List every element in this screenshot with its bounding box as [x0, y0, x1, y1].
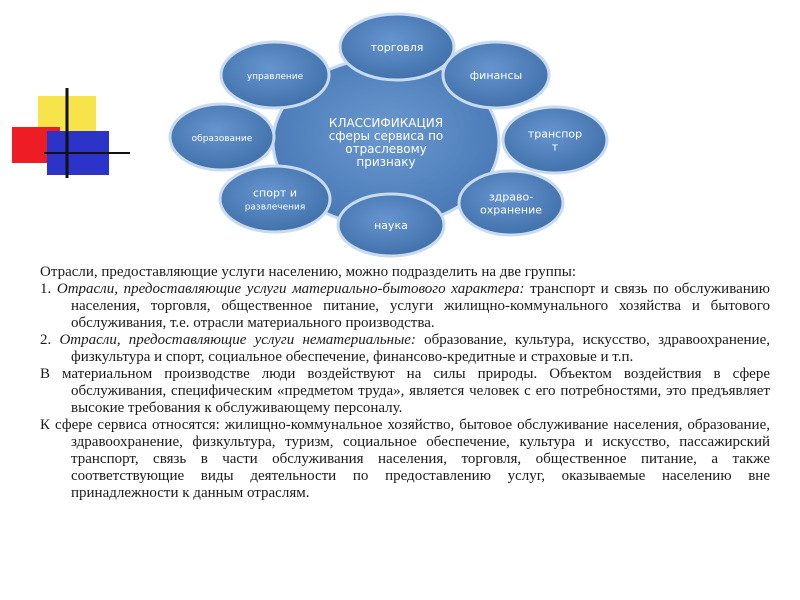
- node-label: развлечения: [244, 202, 306, 213]
- p1-rest: транспорт и связь по обслуживанию населения, торговля, общественное питание, услуги жилищно-коммунального хозяйства и бытового обслуживания, т.е. отрасли материального производства.: [71, 281, 771, 331]
- node-education: [170, 104, 274, 170]
- body-text: [40, 264, 770, 502]
- node-label: образование: [191, 134, 253, 144]
- node-management: [221, 42, 329, 108]
- node-label: здраво-: [488, 190, 534, 204]
- node-health: [459, 171, 563, 235]
- node-label: спорт и: [252, 186, 298, 200]
- p1-number: 1.: [40, 281, 57, 297]
- node-label: т: [551, 140, 559, 154]
- paragraph-4: К сфере сервиса относятся: жилищно-коммунальное хозяйство, бытовое обслуживание населения, образование, здравоохранение, физкультура, туризм, социальное обеспечение, культура и искусство, пассажирский транспорт, связь в части обслуживания населения, торговля, общественное питание, а также соответствующие виды деятельности по предоставлению услуг, оказываемые населению вне принадлежности к данным отраслям.: [40, 417, 770, 501]
- node-label: наука: [374, 219, 408, 232]
- paragraph-2: [40, 332, 770, 366]
- center-line: признаку: [356, 155, 416, 169]
- center-line: КЛАССИФИКАЦИЯ: [328, 116, 444, 130]
- node-label: управление: [246, 72, 304, 82]
- node-trade: [340, 14, 454, 80]
- node-label: транспор: [527, 127, 583, 141]
- p2-italic: Отрасли, предоставляющие услуги нематериальные:: [59, 332, 416, 348]
- node-transport: [503, 107, 607, 173]
- node-finance: [443, 42, 549, 108]
- center-line: отраслевому: [345, 142, 427, 156]
- p1-italic: Отрасли, предоставляющие услуги материально-бытового характера:: [56, 281, 525, 297]
- node-science: [338, 194, 444, 256]
- node-label: финансы: [469, 69, 523, 82]
- center-line: сферы сервиса по: [328, 129, 444, 143]
- intro-paragraph: Отрасли, предоставляющие услуги населению, можно подразделить на две группы:: [40, 264, 577, 280]
- node-sport: [220, 166, 330, 232]
- node-label: охранение: [479, 203, 543, 217]
- classification-diagram: [0, 0, 800, 260]
- paragraph-1: [40, 281, 770, 332]
- paragraph-3: В материальном производстве люди воздействуют на силы природы. Объектом воздействия в сфере обслуживания, специфическим «предметом труда», является человек с его потребностями, это предъявляет высокие требования к обслуживающему персоналу.: [40, 366, 770, 416]
- node-label: торговля: [370, 41, 424, 54]
- p2-rest: образование, культура, искусство, здравоохранение, физкультура и спорт, социальное обеспечение, финансово-кредитные и страховые и т.п.: [71, 332, 770, 365]
- p2-number: 2.: [40, 332, 60, 348]
